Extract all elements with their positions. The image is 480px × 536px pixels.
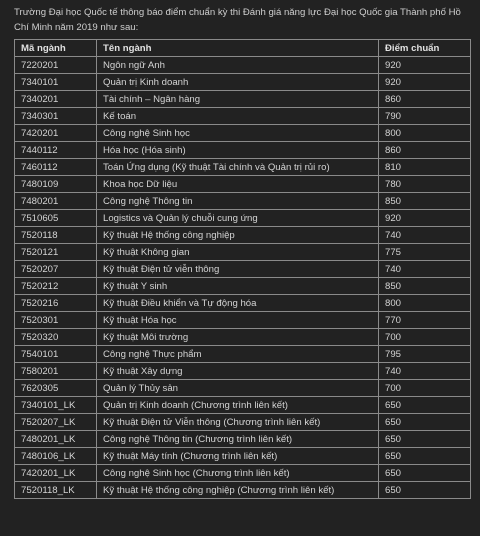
major-name-cell: Kỹ thuật Điều khiển và Tự động hóa (97, 295, 379, 312)
major-name-cell: Kỹ thuật Hệ thống công nghiệp (97, 227, 379, 244)
table-row (15, 329, 471, 346)
cutoff-score-cell: 920 (379, 210, 471, 227)
major-name-cell: Kỹ thuật Hệ thống công nghiệp (Chương trình liên kết) (97, 482, 379, 499)
table-row (15, 397, 471, 414)
major-code-cell: 7580201 (15, 363, 97, 380)
table-row (15, 414, 471, 431)
cutoff-score-cell: 740 (379, 227, 471, 244)
cutoff-score-cell: 800 (379, 295, 471, 312)
major-name-cell: Công nghệ Sinh học (Chương trình liên kết) (97, 465, 379, 482)
cutoff-score-cell: 850 (379, 193, 471, 210)
header-major-code: Mã ngành (15, 40, 97, 57)
major-name-cell: Kỹ thuật Không gian (97, 244, 379, 261)
major-code-cell: 7340201 (15, 91, 97, 108)
major-name-cell: Tài chính – Ngân hàng (97, 91, 379, 108)
table-row (15, 278, 471, 295)
header-cutoff-score: Điểm chuẩn (379, 40, 471, 57)
cutoff-score-cell: 860 (379, 142, 471, 159)
header-major-name: Tên ngành (97, 40, 379, 57)
cutoff-score-cell: 650 (379, 397, 471, 414)
major-name-cell: Ngôn ngữ Anh (97, 57, 379, 74)
major-code-cell: 7340301 (15, 108, 97, 125)
major-code-cell: 7480201_LK (15, 431, 97, 448)
major-name-cell: Kỹ thuật Điện tử Viễn thông (Chương trình liên kết) (97, 414, 379, 431)
cutoff-score-cell: 795 (379, 346, 471, 363)
major-code-cell: 7510605 (15, 210, 97, 227)
major-code-cell: 7480109 (15, 176, 97, 193)
cutoff-score-cell: 810 (379, 159, 471, 176)
cutoff-score-cell: 780 (379, 176, 471, 193)
major-name-cell: Kỹ thuật Xây dựng (97, 363, 379, 380)
cutoff-score-cell: 650 (379, 414, 471, 431)
cutoff-score-cell: 920 (379, 74, 471, 91)
major-name-cell: Kỹ thuật Máy tính (Chương trình liên kết) (97, 448, 379, 465)
table-row (15, 57, 471, 74)
major-code-cell: 7420201 (15, 125, 97, 142)
cutoff-score-cell: 650 (379, 465, 471, 482)
major-name-cell: Toán Ứng dụng (Kỹ thuật Tài chính và Quản trị rủi ro) (97, 159, 379, 176)
major-code-cell: 7520301 (15, 312, 97, 329)
cutoff-score-cell: 700 (379, 380, 471, 397)
table-header-row (15, 40, 471, 57)
major-code-cell: 7420201_LK (15, 465, 97, 482)
cutoff-score-cell: 790 (379, 108, 471, 125)
cutoff-score-cell: 860 (379, 91, 471, 108)
table-row (15, 159, 471, 176)
major-code-cell: 7520118_LK (15, 482, 97, 499)
table-row (15, 244, 471, 261)
major-name-cell: Quản trị Kinh doanh (97, 74, 379, 91)
cutoff-score-cell: 740 (379, 261, 471, 278)
major-name-cell: Công nghệ Sinh học (97, 125, 379, 142)
major-code-cell: 7520320 (15, 329, 97, 346)
major-code-cell: 7540101 (15, 346, 97, 363)
major-name-cell: Công nghệ Thông tin (97, 193, 379, 210)
cutoff-score-cell: 700 (379, 329, 471, 346)
table-row (15, 227, 471, 244)
major-name-cell: Kỹ thuật Điện tử viễn thông (97, 261, 379, 278)
cutoff-score-cell: 850 (379, 278, 471, 295)
major-code-cell: 7620305 (15, 380, 97, 397)
major-code-cell: 7520118 (15, 227, 97, 244)
table-row (15, 380, 471, 397)
cutoff-score-cell: 800 (379, 125, 471, 142)
table-row (15, 210, 471, 227)
major-code-cell: 7520216 (15, 295, 97, 312)
table-row (15, 125, 471, 142)
cutoff-score-cell: 770 (379, 312, 471, 329)
cutoff-score-cell: 740 (379, 363, 471, 380)
table-row (15, 91, 471, 108)
table-row (15, 363, 471, 380)
major-code-cell: 7440112 (15, 142, 97, 159)
major-code-cell: 7220201 (15, 57, 97, 74)
major-name-cell: Kỹ thuật Môi trường (97, 329, 379, 346)
major-name-cell: Kỹ thuật Y sinh (97, 278, 379, 295)
table-row (15, 193, 471, 210)
table-row (15, 142, 471, 159)
major-name-cell: Kế toán (97, 108, 379, 125)
major-code-cell: 7340101 (15, 74, 97, 91)
cutoff-score-cell: 650 (379, 448, 471, 465)
table-row (15, 312, 471, 329)
major-code-cell: 7520207 (15, 261, 97, 278)
major-name-cell: Công nghệ Thông tin (Chương trình liên kết) (97, 431, 379, 448)
major-name-cell: Quản trị Kinh doanh (Chương trình liên kết) (97, 397, 379, 414)
major-code-cell: 7480201 (15, 193, 97, 210)
table-row (15, 261, 471, 278)
table-row (15, 482, 471, 499)
admission-scores-table (14, 39, 471, 499)
table-body (15, 57, 471, 499)
major-code-cell: 7520212 (15, 278, 97, 295)
major-name-cell: Kỹ thuật Hóa học (97, 312, 379, 329)
table-row (15, 176, 471, 193)
major-name-cell: Khoa học Dữ liệu (97, 176, 379, 193)
major-code-cell: 7480106_LK (15, 448, 97, 465)
intro-paragraph: Trường Đại học Quốc tế thông báo điểm chuẩn kỳ thi Đánh giá năng lực Đại học Quốc gia Thành phố Hồ Chí Minh năm 2019 như sau: (14, 7, 461, 33)
cutoff-score-cell: 650 (379, 431, 471, 448)
table-row (15, 448, 471, 465)
table-row (15, 431, 471, 448)
major-code-cell: 7520121 (15, 244, 97, 261)
major-code-cell: 7460112 (15, 159, 97, 176)
major-name-cell: Logistics và Quản lý chuỗi cung ứng (97, 210, 379, 227)
cutoff-score-cell: 650 (379, 482, 471, 499)
table-row (15, 108, 471, 125)
major-code-cell: 7340101_LK (15, 397, 97, 414)
cutoff-score-cell: 775 (379, 244, 471, 261)
major-name-cell: Hóa học (Hóa sinh) (97, 142, 379, 159)
major-name-cell: Công nghệ Thực phẩm (97, 346, 379, 363)
table-row (15, 465, 471, 482)
major-name-cell: Quản lý Thủy sản (97, 380, 379, 397)
cutoff-score-cell: 920 (379, 57, 471, 74)
table-row (15, 346, 471, 363)
major-code-cell: 7520207_LK (15, 414, 97, 431)
table-row (15, 295, 471, 312)
table-row (15, 74, 471, 91)
